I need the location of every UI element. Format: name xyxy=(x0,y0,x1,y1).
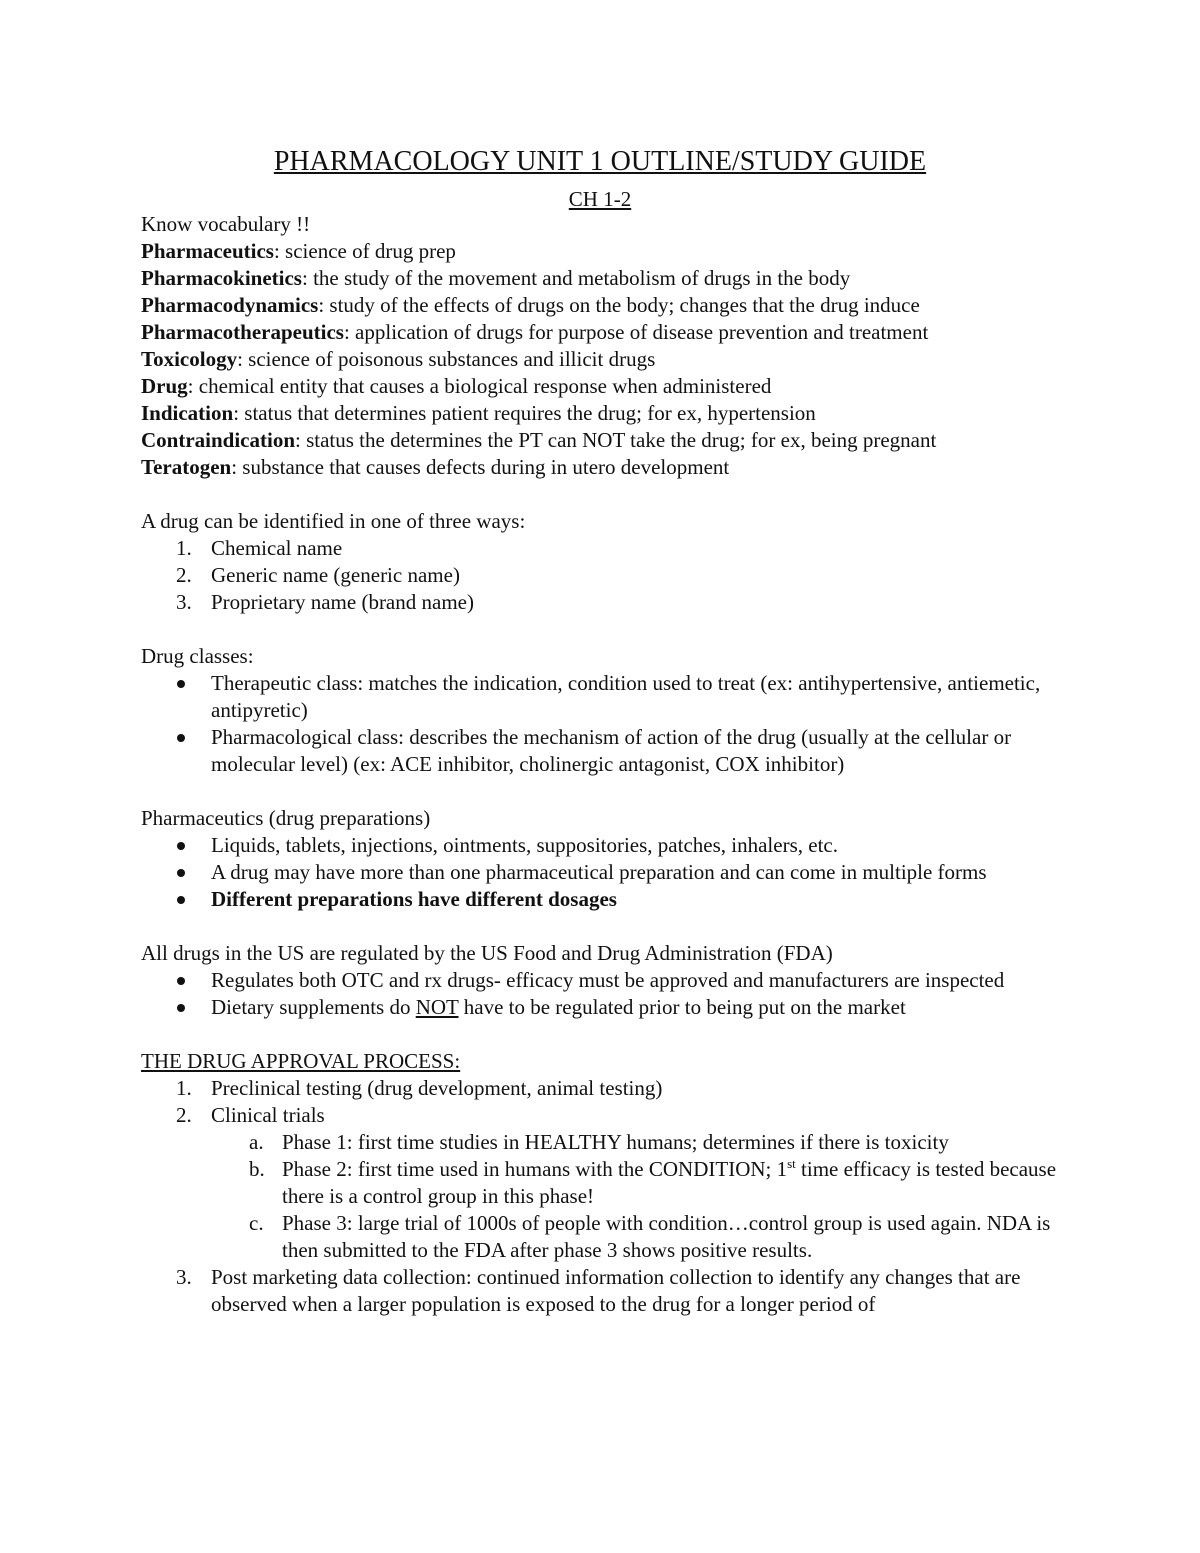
vocab-item xyxy=(141,319,1061,346)
list-item xyxy=(141,994,1061,1021)
list-item-text: A drug may have more than one pharmaceutical preparation and can come in multiple forms xyxy=(211,860,987,884)
list-item-text: Therapeutic class: matches the indication, condition used to treat (ex: antihypertensive, antiemetic, antipyretic) xyxy=(211,671,1041,722)
list-marker: a. xyxy=(249,1130,264,1154)
approval-list xyxy=(141,1075,1061,1318)
list-item xyxy=(141,535,1061,562)
list-item xyxy=(141,1102,1061,1129)
vocab-definition: : application of drugs for purpose of disease prevention and treatment xyxy=(343,320,929,344)
fda-list xyxy=(141,967,1061,1021)
vocab-term: Pharmacotherapeutics xyxy=(141,320,344,344)
vocab-term: Toxicology xyxy=(141,347,238,371)
list-item-text: time efficacy is tested because there is a control group in this phase! xyxy=(282,1157,1057,1208)
list-item-text: Generic name (generic name) xyxy=(211,563,460,587)
sub-list-item xyxy=(141,1129,1061,1156)
list-item-text: Regulates both OTC and rx drugs- efficacy must be approved and manufacturers are inspected xyxy=(211,968,1005,992)
chapter-subtitle: CH 1-2 xyxy=(568,187,632,211)
list-item-text: Phase 1: first time studies in HEALTHY humans; determines if there is toxicity xyxy=(282,1130,949,1154)
list-marker: c. xyxy=(249,1211,264,1235)
vocab-definition: : the study of the movement and metabolism of drugs in the body xyxy=(301,266,851,290)
list-marker: b. xyxy=(249,1157,265,1181)
spacer xyxy=(141,616,1061,643)
list-item-text: have to be regulated prior to being put on the market xyxy=(458,995,906,1019)
vocab-item xyxy=(141,238,1061,265)
list-item-text: Clinical trials xyxy=(211,1103,325,1127)
list-item-text: Liquids, tablets, injections, ointments, suppositories, patches, inhalers, etc. xyxy=(211,833,838,857)
list-item xyxy=(141,859,1061,886)
list-item xyxy=(141,589,1061,616)
vocab-definition: : status the determines the PT can NOT take the drug; for ex, being pregnant xyxy=(295,428,937,452)
spacer xyxy=(141,481,1061,508)
bullet-icon xyxy=(177,896,185,904)
vocab-item xyxy=(141,400,1061,427)
bullet-icon xyxy=(177,1004,185,1012)
vocab-term: Indication xyxy=(141,401,234,425)
vocab-item xyxy=(141,265,1061,292)
vocab-definition: : science of poisonous substances and illicit drugs xyxy=(237,347,656,371)
vocab-term: Pharmacodynamics xyxy=(141,293,319,317)
list-item-text: Dietary supplements do xyxy=(211,995,416,1019)
vocab-term: Contraindication xyxy=(141,428,296,452)
bullet-icon xyxy=(177,680,185,688)
list-item xyxy=(141,724,1061,778)
list-item-text: Post marketing data collection: continued information collection to identify any changes that are observed when a larger population is exposed to the drug for a longer period of xyxy=(211,1265,1021,1316)
vocab-term: Pharmacokinetics xyxy=(141,266,302,290)
pharmaceutics-heading: Pharmaceutics (drug preparations) xyxy=(141,806,431,830)
list-marker: 3. xyxy=(176,590,192,614)
list-marker: 2. xyxy=(176,563,192,587)
list-marker: 3. xyxy=(176,1265,192,1289)
bullet-icon xyxy=(177,842,185,850)
list-marker: 1. xyxy=(176,1076,192,1100)
vocab-term: Drug xyxy=(141,374,188,398)
vocab-definition: : chemical entity that causes a biological response when administered xyxy=(187,374,772,398)
list-item-text: Chemical name xyxy=(211,536,343,560)
spacer xyxy=(141,1021,1061,1048)
vocab-item xyxy=(141,427,1061,454)
vocab-definition: : status that determines patient requires the drug; for ex, hypertension xyxy=(233,401,816,425)
vocab-term: Pharmaceutics xyxy=(141,239,274,263)
sub-list-item xyxy=(141,1210,1061,1264)
pharmaceutics-list xyxy=(141,832,1061,913)
list-item xyxy=(141,670,1061,724)
underlined-word: NOT xyxy=(415,995,459,1019)
document-body xyxy=(141,211,1061,1318)
page-title: PHARMACOLOGY UNIT 1 OUTLINE/STUDY GUIDE xyxy=(273,146,927,177)
list-item-text-bold: Different preparations have different dosages xyxy=(211,887,617,911)
vocab-definition: : substance that causes defects during in utero development xyxy=(231,455,730,479)
list-item-text: Pharmacological class: describes the mechanism of action of the drug (usually at the cellular or molecular level) (ex: ACE inhibitor, cholinergic antagonist, COX inhibitor) xyxy=(211,725,1012,776)
list-item xyxy=(141,1075,1061,1102)
list-item xyxy=(141,967,1061,994)
identification-list xyxy=(141,535,1061,616)
list-item xyxy=(141,886,1061,913)
list-item-text: Phase 2: first time used in humans with the CONDITION; 1 xyxy=(282,1157,788,1181)
vocab-item xyxy=(141,292,1061,319)
sub-list-item xyxy=(141,1156,1061,1210)
vocab-definition: : study of the effects of drugs on the body; changes that the drug induce xyxy=(318,293,920,317)
vocab-item xyxy=(141,373,1061,400)
spacer xyxy=(141,913,1061,940)
list-item-text: Proprietary name (brand name) xyxy=(211,590,474,614)
list-item xyxy=(141,1264,1061,1318)
list-item xyxy=(141,832,1061,859)
drug-classes-list xyxy=(141,670,1061,778)
approval-heading: THE DRUG APPROVAL PROCESS: xyxy=(141,1049,461,1073)
vocab-item xyxy=(141,454,1061,481)
superscript: st xyxy=(787,1156,796,1171)
list-item-text: Phase 3: large trial of 1000s of people with condition…control group is used again. NDA is then submitted to the FDA after phase 3 shows positive results. xyxy=(282,1211,1051,1262)
vocab-term: Teratogen xyxy=(141,455,232,479)
drug-classes-heading: Drug classes: xyxy=(141,644,254,668)
bullet-icon xyxy=(177,977,185,985)
vocabulary-list xyxy=(141,238,1061,481)
intro-line: Know vocabulary !! xyxy=(141,212,311,236)
bullet-icon xyxy=(177,734,185,742)
spacer xyxy=(141,778,1061,805)
vocab-definition: : science of drug prep xyxy=(273,239,456,263)
fda-heading: All drugs in the US are regulated by the US Food and Drug Administration (FDA) xyxy=(141,941,833,965)
identification-heading: A drug can be identified in one of three ways: xyxy=(141,509,526,533)
bullet-icon xyxy=(177,869,185,877)
list-marker: 2. xyxy=(176,1103,192,1127)
list-item xyxy=(141,562,1061,589)
list-marker: 1. xyxy=(176,536,192,560)
vocab-item xyxy=(141,346,1061,373)
list-item-text: Preclinical testing (drug development, animal testing) xyxy=(211,1076,663,1100)
